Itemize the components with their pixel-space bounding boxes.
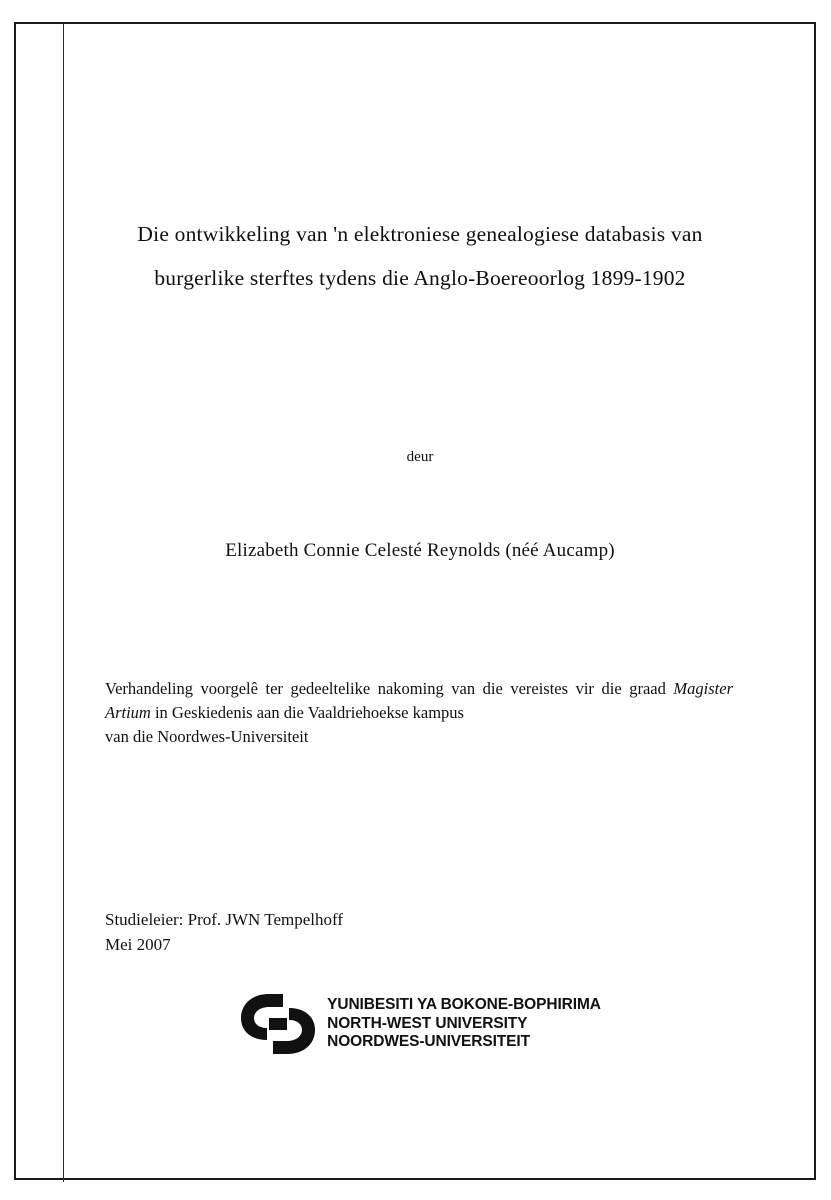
degree-statement-line-2-prefix: graad: [629, 679, 674, 698]
degree-statement-line-1: Verhandeling voorgelê ter gedeeltelike nakoming van die vereistes vir die: [105, 679, 622, 698]
page-border-inner-rule: [63, 24, 64, 1182]
author-name: Elizabeth Connie Celesté Reynolds (néé Aucamp): [225, 540, 615, 561]
logo-text-line-1: YUNIBESITI YA BOKONE-BOPHIRIMA: [327, 996, 601, 1014]
by-label: deur: [406, 449, 434, 465]
logo-text-line-3: NOORDWES-UNIVERSITEIT: [327, 1033, 530, 1051]
supervisor-name: Studieleier: Prof. JWN Tempelhoff: [105, 910, 344, 929]
title-line-2: burgerlike sterftes tydens die Anglo-Boereoorlog 1899-1902: [154, 266, 686, 290]
degree-statement-line-3: van die Noordwes-Universiteit: [105, 727, 309, 746]
supervisor-block: [105, 907, 605, 957]
degree-statement-line-2-suffix: in Geskiedenis aan die Vaaldriehoekse kampus: [150, 703, 464, 722]
page-content: [100, 22, 740, 1180]
university-logo: [100, 990, 740, 1058]
title-line-1: Die ontwikkeling van 'n elektroniese genealogiese databasis van: [137, 222, 703, 246]
degree-statement: [105, 677, 733, 749]
submission-date: Mei 2007: [105, 935, 171, 954]
nwu-logo-icon: [239, 990, 317, 1058]
degree-name: Magister Artium: [105, 679, 733, 722]
page-title: [100, 212, 740, 300]
logo-text-line-2: NORTH-WEST UNIVERSITY: [327, 1014, 528, 1032]
university-logo-text: [327, 996, 601, 1052]
